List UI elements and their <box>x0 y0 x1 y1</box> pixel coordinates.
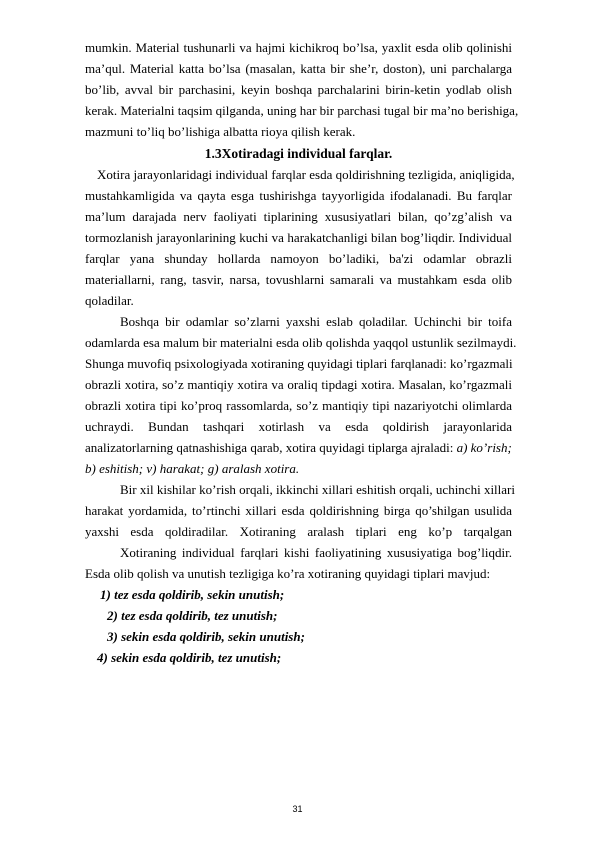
text-line: uchraydi. Bundan tashqari xotirlash va esda qoldirish jarayonlarida <box>85 419 512 434</box>
text-line: farqlar yana shunday hollarda namoyon bo’ladiki, ba'zi odamlar obrazli <box>85 251 512 266</box>
text-line: odamlarda esa malum bir materialni esda olib qolishda yaqqol ustunlik sezilmaydi. <box>85 335 517 350</box>
list-item: 4) sekin esda qoldirib, tez unutish; <box>97 650 282 665</box>
text-line: bo’lib, avval bir parchasini, keyin boshqa parchalarini birin-ketin yodlab olish <box>85 82 512 97</box>
text-line: yaxshi esda qoldiradilar. Xotiraning aralash tiplari eng ko’p tarqalgan <box>85 524 512 539</box>
text-line: obrazli xotira, so’z mantiqiy xotira va oraliq tipdagi xotira. Masalan, ko’rgazmali <box>85 377 512 392</box>
section-heading: 1.3Xotiradagi individual farqlar. <box>204 146 393 161</box>
text-line: kerak. Materialni taqsim qilganda, uning har bir parchasi tugal bir ma’no berishiga, <box>85 103 519 118</box>
text-line: materiallarni, rang, tasvir, narsa, tovushlarni samarali va mustahkam esda olib <box>85 272 512 287</box>
text-line: Xotiraning individual farqlari kishi faoliyatining xususiyatiga bog’liqdir. <box>120 545 512 560</box>
text-line: ma’qul. Material katta bo’lsa (masalan, katta bir she’r, doston), uni parchalarga <box>85 61 512 76</box>
text-line: Bir xil kishilar ko’rish orqali, ikkinchi xillari eshitish orqali, uchinchi xillari <box>120 482 515 497</box>
text-line: mazmuni to’liq bo’lishiga albatta rioya qilish kerak. <box>85 124 356 139</box>
text-line: mumkin. Material tushunarli va hajmi kichikroq bo’lsa, yaxlit esda olib qolinishi <box>85 40 512 55</box>
italic-text-line: b) eshitish; v) harakat; g) aralash xotira. <box>85 461 300 476</box>
text-line: qoladilar. <box>85 293 134 308</box>
text-span: analizatorlarning qatnashishiga qarab, xotira quyidagi tiplarga ajraladi: <box>85 440 457 455</box>
text-line: Esda olib qolish va unutish tezligiga ko’ra xotiraning quyidagi tiplari mavjud: <box>85 566 491 581</box>
text-line: Boshqa bir odamlar so’zlarni yaxshi eslab qoladilar. Uchinchi bir toifa <box>120 314 512 329</box>
list-item: 2) tez esda qoldirib, tez unutish; <box>107 608 278 623</box>
page-number: 31 <box>292 804 303 814</box>
text-line <box>85 440 512 456</box>
text-line: harakat yordamida, to’rtinchi xillari esda qoldirishning birga qo’shilgan usulida <box>85 503 512 518</box>
text-line: Shunga muvofiq psixologiyada xotiraning quyidagi tiplari farqlanadi: ko’rgazmali <box>85 356 513 371</box>
text-line: obrazli xotira tipi ko’proq rassomlarda, so’z mantiqiy tipi nazariyotchi olimlarda <box>85 398 512 413</box>
italic-span: a) ko’rish; <box>456 440 512 455</box>
list-item: 1) tez esda qoldirib, sekin unutish; <box>100 587 285 602</box>
text-line: tormozlanish jarayonlarining kuchi va harakatchanligi bilan bog’liqdir. Individual <box>85 230 512 245</box>
list-item: 3) sekin esda qoldirib, sekin unutish; <box>107 629 305 644</box>
text-line: mustahkamligida va qayta esga tushirishga tayyorligida ifodalanadi. Bu farqlar <box>85 188 512 203</box>
text-line: ma’lum darajada nerv faoliyati tiplarining xususiyatlari bilan, qo’zg’alish va <box>85 209 512 224</box>
text-line: Xotira jarayonlaridagi individual farqlar esda qoldirishning tezligida, aniqligida, <box>97 167 515 182</box>
